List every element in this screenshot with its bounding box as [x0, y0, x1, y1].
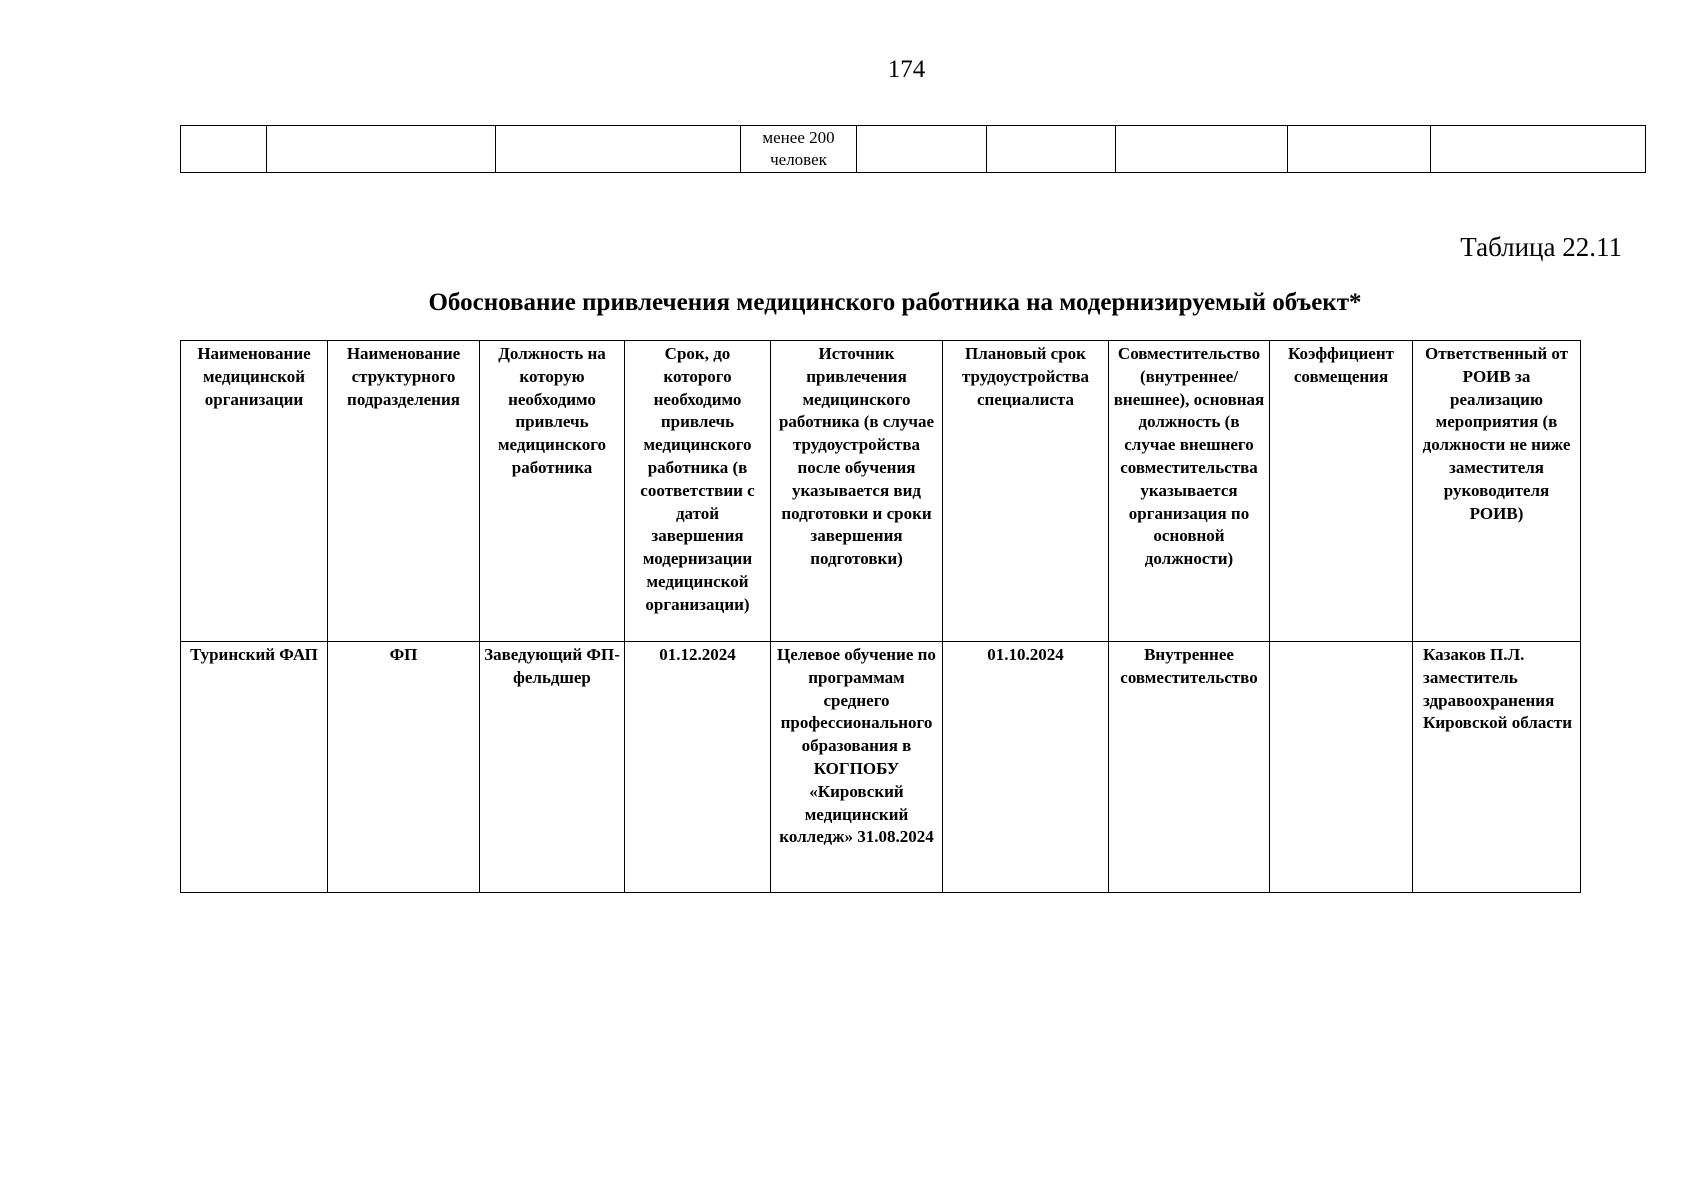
cell-responsible: Казаков П.Л. заместитель здравоохранения Кировской области	[1413, 642, 1581, 893]
header-responsible: Ответственный от РОИВ за реализацию мероприятия (в должности не ниже заместителя руководителя РОИВ)	[1413, 341, 1581, 642]
continuation-cell	[1431, 126, 1646, 173]
table-title: Обоснование привлечения медицинского работника на модернизируемый объект*	[428, 289, 1362, 316]
header-deadline: Срок, до которого необходимо привлечь медицинского работника (в соответствии с датой завершения модернизации медицинской организации)	[625, 341, 771, 642]
header-combination: Совместительство (внутреннее/внешнее), основная должность (в случае внешнего совместительства указывается организация по основной должности)	[1109, 341, 1270, 642]
continuation-cell	[496, 126, 741, 173]
cell-position: Заведующий ФП-фельдшер	[480, 642, 625, 893]
continuation-cell: менее 200 человек	[741, 126, 857, 173]
header-row	[181, 341, 1581, 642]
justification-table	[180, 340, 1581, 893]
cell-organization: Туринский ФАП	[181, 642, 328, 893]
continuation-cell	[987, 126, 1116, 173]
cell-planned-date: 01.10.2024	[943, 642, 1109, 893]
cell-coefficient	[1270, 642, 1413, 893]
table-row	[181, 642, 1581, 893]
continuation-cell	[1288, 126, 1431, 173]
continuation-table	[180, 125, 1646, 173]
cell-deadline: 01.12.2024	[625, 642, 771, 893]
page-number: 174	[887, 56, 926, 83]
cell-subdivision: ФП	[328, 642, 480, 893]
header-position: Должность на которую необходимо привлечь медицинского работника	[480, 341, 625, 642]
header-organization: Наименование медицинской организации	[181, 341, 328, 642]
header-subdivision: Наименование структурного подразделения	[328, 341, 480, 642]
continuation-row	[181, 126, 1646, 173]
continuation-cell	[267, 126, 496, 173]
continuation-cell	[1116, 126, 1288, 173]
header-source: Источник привлечения медицинского работника (в случае трудоустройства после обучения указывается вид подготовки и сроки завершения подготовки)	[771, 341, 943, 642]
header-planned-date: Плановый срок трудоустройства специалиста	[943, 341, 1109, 642]
continuation-cell	[857, 126, 987, 173]
cell-combination: Внутреннее совместительство	[1109, 642, 1270, 893]
table-label: Таблица 22.11	[1460, 232, 1622, 262]
header-coefficient: Коэффициент совмещения	[1270, 341, 1413, 642]
continuation-cell	[181, 126, 267, 173]
cell-source: Целевое обучение по программам среднего профессионального образования в КОГПОБУ «Кировский медицинский колледж» 31.08.2024	[771, 642, 943, 893]
